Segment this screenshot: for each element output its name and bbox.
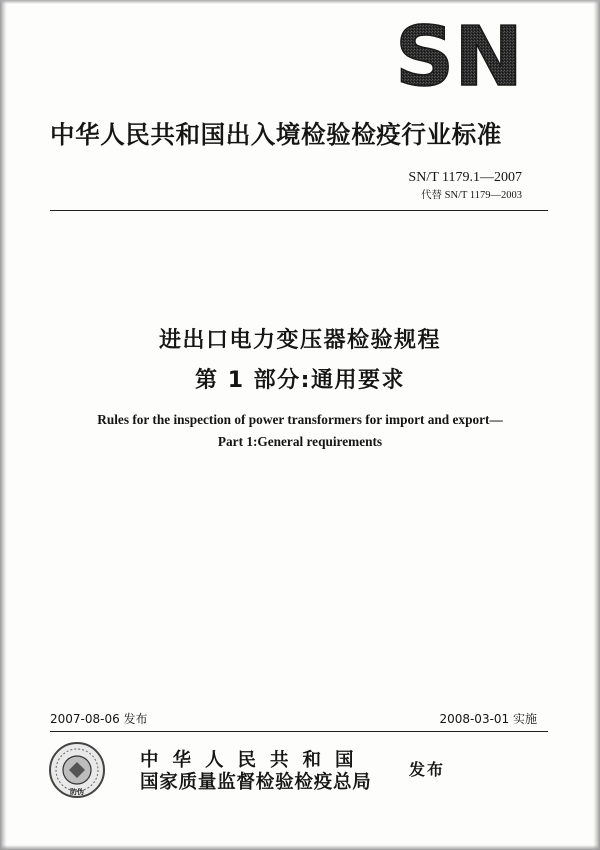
standard-category-title: 中华人民共和国出入境检验检疫行业标准 bbox=[50, 120, 502, 149]
replaces-standard: 代替 SN/T 1179—2003 bbox=[421, 190, 522, 201]
standard-number: SN/T 1179.1—2007 bbox=[408, 170, 522, 185]
footer-divider bbox=[50, 731, 548, 732]
chinese-title-part: 第 1 部分:通用要求 bbox=[195, 368, 405, 393]
issuer-country: 中华人民共和国 bbox=[140, 750, 368, 771]
scan-shadow-bottom bbox=[0, 845, 600, 850]
english-title-main: Rules for the inspection of power transformers for import and export— bbox=[97, 412, 503, 427]
anti-counterfeit-seal bbox=[47, 740, 107, 800]
scan-shadow-top bbox=[0, 0, 600, 4]
english-title-part: Part 1:General requirements bbox=[217, 434, 383, 449]
issuer-agency: 国家质量监督检验检疫总局 bbox=[140, 772, 372, 793]
header-divider bbox=[50, 210, 548, 211]
issue-label: 发布 bbox=[409, 760, 446, 779]
sn-logo bbox=[393, 22, 525, 90]
chinese-title-main: 进出口电力变压器检验规程 bbox=[158, 328, 441, 353]
seal-text: 防伪 bbox=[70, 788, 84, 796]
sn-logo-text: SN bbox=[395, 22, 523, 90]
issue-date: 2007-08-06 发布 bbox=[50, 712, 148, 726]
implementation-date: 2008-03-01 实施 bbox=[439, 712, 537, 726]
